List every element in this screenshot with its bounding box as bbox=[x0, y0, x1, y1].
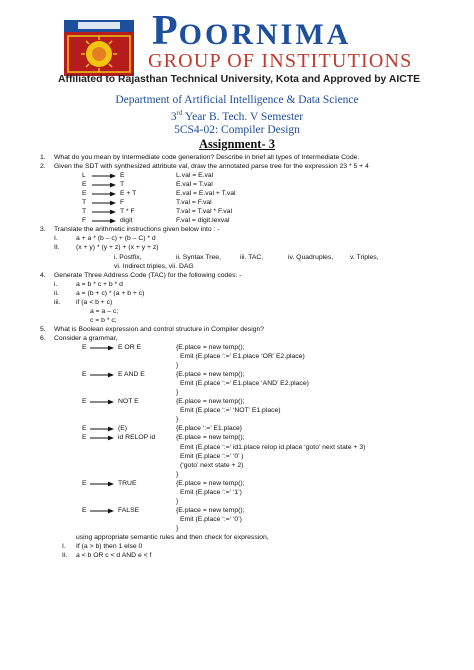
sdt-row bbox=[54, 198, 464, 207]
semantic-action: {E.place = new temp(); bbox=[176, 479, 245, 487]
semantic-action: {E.place ‘:=’ E1.place} bbox=[176, 425, 243, 433]
grammar-row bbox=[54, 506, 464, 515]
right-arrow-icon bbox=[92, 218, 116, 224]
production-rhs: NOT E bbox=[118, 398, 139, 406]
production-rhs: T * F bbox=[120, 208, 135, 216]
right-arrow-icon bbox=[90, 399, 114, 405]
question-4-line-2: a = a – c; bbox=[90, 307, 119, 315]
production-lhs: E bbox=[82, 398, 87, 406]
production-lhs: T bbox=[82, 199, 87, 207]
semantic-action: Emit (E.place ‘:=’ E1.place ‘OR’ E2.place) bbox=[180, 353, 305, 361]
production-rhs: E OR E bbox=[118, 343, 142, 351]
question-3-options bbox=[54, 253, 464, 262]
right-arrow-icon bbox=[92, 191, 116, 197]
semantic-action: {E.place = new temp(); bbox=[176, 434, 245, 442]
right-arrow-icon bbox=[90, 481, 114, 487]
question-4: 4. Generate Three Address Code (TAC) for the following codes: - bbox=[40, 271, 242, 279]
production-rhs: E + T bbox=[120, 190, 137, 198]
sdt-row bbox=[54, 171, 464, 180]
year-line: 3rd Year B. Tech. V Semester bbox=[170, 109, 304, 123]
production-rhs: (E) bbox=[118, 425, 128, 433]
question-5: 5. What is Boolean expression and control structure in Compiler design? bbox=[40, 325, 265, 333]
production-lhs: T bbox=[82, 208, 87, 216]
production-rhs: FALSE bbox=[118, 506, 140, 514]
grammar-row bbox=[54, 488, 464, 497]
question-6-after: using appropriate semantic rules and then check for expression, bbox=[76, 533, 269, 541]
sdt-row bbox=[54, 189, 464, 198]
production-lhs: E bbox=[82, 181, 87, 189]
sdt-row bbox=[54, 180, 464, 189]
grammar-row bbox=[54, 370, 464, 379]
production-lhs: L bbox=[82, 172, 86, 180]
question-3-part-i: I. a + a * (b – c) + (b – C) * d bbox=[54, 235, 156, 243]
grammar-row bbox=[54, 379, 464, 388]
question-4-part-iii: iii. if (a < b + c) bbox=[54, 298, 113, 306]
assignment-heading: Assignment- 3 bbox=[198, 136, 276, 151]
semantic-action: } bbox=[176, 497, 179, 505]
grammar-row bbox=[54, 497, 464, 506]
semantic-action: } bbox=[176, 524, 179, 532]
semantic-action: Emit (E.place ‘:=’ E1.place ‘AND’ E2.place) bbox=[180, 380, 309, 388]
question-3-options-2: vi. Indirect triples, vii. DAG bbox=[114, 262, 194, 270]
grammar-row bbox=[54, 470, 464, 479]
grammar-row bbox=[54, 361, 464, 370]
semantic-action: Emit (E.place ‘:=’ ‘1’) bbox=[180, 488, 242, 496]
semantic-rule: F.val = digit.lexval bbox=[176, 217, 230, 225]
right-arrow-icon bbox=[90, 426, 114, 432]
question-6-part-i: I. If (a > b) then 1 else 0 bbox=[62, 543, 143, 551]
semantic-action: Emit (E.place ‘:=’ ‘NOT’ E1.place) bbox=[180, 407, 281, 415]
right-arrow-icon bbox=[92, 182, 116, 188]
production-lhs: E bbox=[82, 371, 87, 379]
semantic-action: (‘goto’ next state + 2) bbox=[180, 461, 244, 469]
semantic-action: {E.place = new temp(); bbox=[176, 343, 245, 351]
semantic-action: Emit (E.place ‘:=’ id1.place relop id.place ‘goto’ next state + 3) bbox=[180, 443, 366, 451]
brand-name: POORNIMA bbox=[152, 8, 352, 54]
semantic-action: {E.place = new temp(); bbox=[176, 371, 245, 379]
right-arrow-icon bbox=[92, 200, 116, 206]
grammar-row bbox=[54, 343, 464, 352]
production-lhs: E bbox=[82, 425, 87, 433]
production-lhs: E bbox=[82, 434, 87, 442]
semantic-rule: E.val = T.val bbox=[176, 181, 213, 189]
translation-option: iii. TAC, bbox=[240, 253, 264, 261]
production-rhs: T bbox=[120, 181, 125, 189]
question-1: 1. What do you mean by Intermediate code generation? Describe in brief all types of Intermediate Code. bbox=[40, 154, 360, 161]
course-title: 5CS4-02: Compiler Design bbox=[174, 123, 300, 136]
production-lhs: E bbox=[82, 190, 87, 198]
questions bbox=[40, 153, 464, 560]
sdt-row bbox=[54, 216, 464, 225]
grammar-row bbox=[54, 397, 464, 406]
production-lhs: E bbox=[82, 506, 87, 514]
semantic-action: Emit (E.place ‘:=’ ‘0’ ) bbox=[180, 452, 244, 460]
question-2: 2. Given the SDT with synthesized attribute val, draw the annotated parse tree for the expression 23 * 5 + 4 bbox=[40, 163, 369, 171]
grammar-row bbox=[54, 443, 464, 452]
translation-option: ii. Syntax Tree, bbox=[176, 253, 221, 261]
production-rhs: id RELOP id bbox=[118, 434, 156, 442]
semantic-action: } bbox=[176, 389, 179, 397]
production-rhs: E AND E bbox=[118, 371, 145, 379]
grammar-row bbox=[54, 388, 464, 397]
right-arrow-icon bbox=[90, 508, 114, 514]
sdt-table bbox=[54, 171, 464, 225]
right-arrow-icon bbox=[90, 435, 114, 441]
question-6: 6. Consider a grammar, bbox=[40, 334, 118, 342]
right-arrow-icon bbox=[92, 209, 116, 215]
grammar-row bbox=[54, 433, 464, 442]
question-4-part-ii: ii. a = (b + c) * (a + b + c) bbox=[54, 289, 145, 297]
grammar-row bbox=[54, 524, 464, 533]
grammar-row bbox=[54, 352, 464, 361]
semantic-action: } bbox=[176, 470, 179, 478]
production-rhs: digit bbox=[120, 217, 133, 225]
production-lhs: E bbox=[82, 343, 87, 351]
translation-option: v. Triples, bbox=[350, 253, 379, 261]
grammar-row bbox=[54, 461, 464, 470]
grammar-row bbox=[54, 479, 464, 488]
question-4-line-3: c = b * c; bbox=[90, 316, 117, 324]
translation-option: i. Postfix, bbox=[114, 253, 142, 261]
semantic-action: } bbox=[176, 416, 179, 424]
document-titles bbox=[0, 94, 474, 151]
semantic-action: } bbox=[176, 362, 179, 370]
semantic-action: Emit (E.place ‘:=’ ‘0’) bbox=[180, 515, 242, 523]
institution-emblem-icon bbox=[58, 16, 140, 78]
translation-option: iv. Quadruples, bbox=[288, 253, 334, 261]
semantic-action: {E.place = new temp(); bbox=[176, 506, 245, 514]
affiliation-line: Affiliated to Rajasthan Technical University, Kota and Approved by AICTE bbox=[58, 74, 420, 85]
grammar-row bbox=[54, 424, 464, 433]
production-lhs: F bbox=[82, 217, 87, 225]
grammar-table bbox=[54, 343, 464, 533]
brand-subtitle: GROUP OF INSTITUTIONS bbox=[148, 50, 413, 72]
department-title: Department of Artificial Intelligence & Data Science bbox=[115, 94, 359, 106]
letterhead bbox=[0, 0, 474, 88]
production-lhs: E bbox=[82, 479, 87, 487]
question-3-part-ii: II. (x + y) * (y + z) + (x + y + z) bbox=[54, 244, 159, 252]
right-arrow-icon bbox=[92, 173, 116, 179]
semantic-rule: L.val = E.val bbox=[176, 172, 214, 180]
semantic-rule: E.val = E.val + T.val bbox=[176, 190, 236, 198]
question-3: 3. Translate the arithmetic instructions given below into : - bbox=[40, 226, 220, 234]
question-6-part-ii: II. a < b OR c < d AND e < f bbox=[62, 552, 152, 560]
right-arrow-icon bbox=[90, 372, 114, 378]
right-arrow-icon bbox=[90, 345, 114, 351]
grammar-row bbox=[54, 415, 464, 424]
semantic-rule: T.val = T.val * F.val bbox=[176, 208, 232, 216]
question-4-part-i: i. a = b * c + b * d bbox=[54, 280, 123, 288]
semantic-rule: T.val = F.val bbox=[176, 199, 212, 207]
production-rhs: TRUE bbox=[118, 479, 137, 487]
production-rhs: E bbox=[120, 172, 125, 180]
grammar-row bbox=[54, 515, 464, 524]
grammar-row bbox=[54, 452, 464, 461]
sdt-row bbox=[54, 207, 464, 216]
production-rhs: F bbox=[120, 199, 125, 207]
grammar-row bbox=[54, 406, 464, 415]
semantic-action: {E.place = new temp(); bbox=[176, 398, 245, 406]
